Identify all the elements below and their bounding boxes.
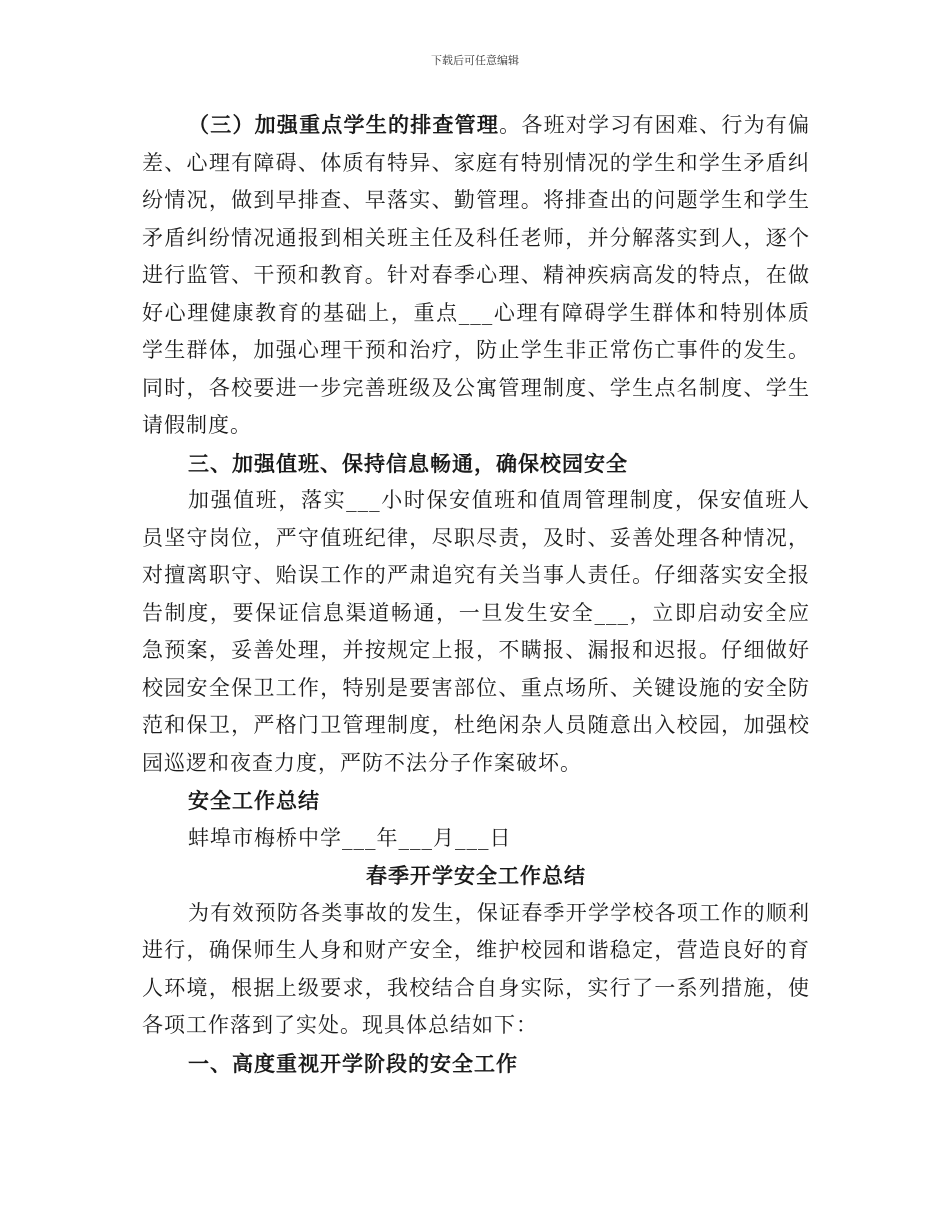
paragraph-lead: （三）加强重点学生的排查管理 <box>188 112 500 137</box>
section-heading-duty: 三、加强值班、保持信息畅通，确保校园安全 <box>188 450 628 476</box>
signature-line: 蚌埠市梅桥中学___年___月___日 <box>188 825 512 850</box>
paragraph-screening <box>142 106 810 445</box>
page-header: 下载后可任意编辑 <box>431 54 519 67</box>
closing-title: 安全工作总结 <box>188 788 320 813</box>
paragraph-duty: 加强值班，落实___小时保安值班和值周管理制度，保安值班人员坚守岗位，严守值班纪律，尽职尽责，及时、妥善处理各种情况，对擅离职守、贻误工作的严肃追究有关当事人责任。仔细落实安全报告制度，要保证信息渠道畅通，一旦发生安全___，立即启动安全应急预案，妥善处理，并按规定上报，不瞒报、漏报和迟报。仔细做好校园安全保卫工作，特别是要害部位、重点场所、关键设施的安全防范和保卫，严格门卫管理制度，杜绝闲杂人员随意出入校园，加强校园巡逻和夜查力度，严防不法分子作案破坏。 <box>142 488 810 775</box>
section-heading-attention: 一、高度重视开学阶段的安全工作 <box>188 1050 518 1076</box>
paragraph-intro: 为有效预防各类事故的发生，保证春季开学学校各项工作的顺利进行，确保师生人身和财产安全，维护校园和谐稳定，营造良好的育人环境，根据上级要求，我校结合自身实际，实行了一系列措施，使各项工作落到了实处。现具体总结如下： <box>142 900 810 1037</box>
paragraph-text: 。各班对学习有困难、行为有偏差、心理有障碍、体质有特异、家庭有特别情况的学生和学生矛盾纠纷情况，做到早排查、早落实、勤管理。将排查出的问题学生和学生矛盾纠纷情况通报到相关班主任及科任老师，并分解落实到人，逐个进行监管、干预和教育。针对春季心理、精神疾病高发的特点，在做好心理健康教育的基础上，重点___心理有障碍学生群体和特别体质学生群体，加强心理干预和治疗，防止学生非正常伤亡事件的发生。同时，各校要进一步完善班级及公寓管理制度、学生点名制度、学生请假制度。 <box>142 113 811 437</box>
document-title: 春季开学安全工作总结 <box>366 863 586 888</box>
document-body <box>142 106 810 1082</box>
